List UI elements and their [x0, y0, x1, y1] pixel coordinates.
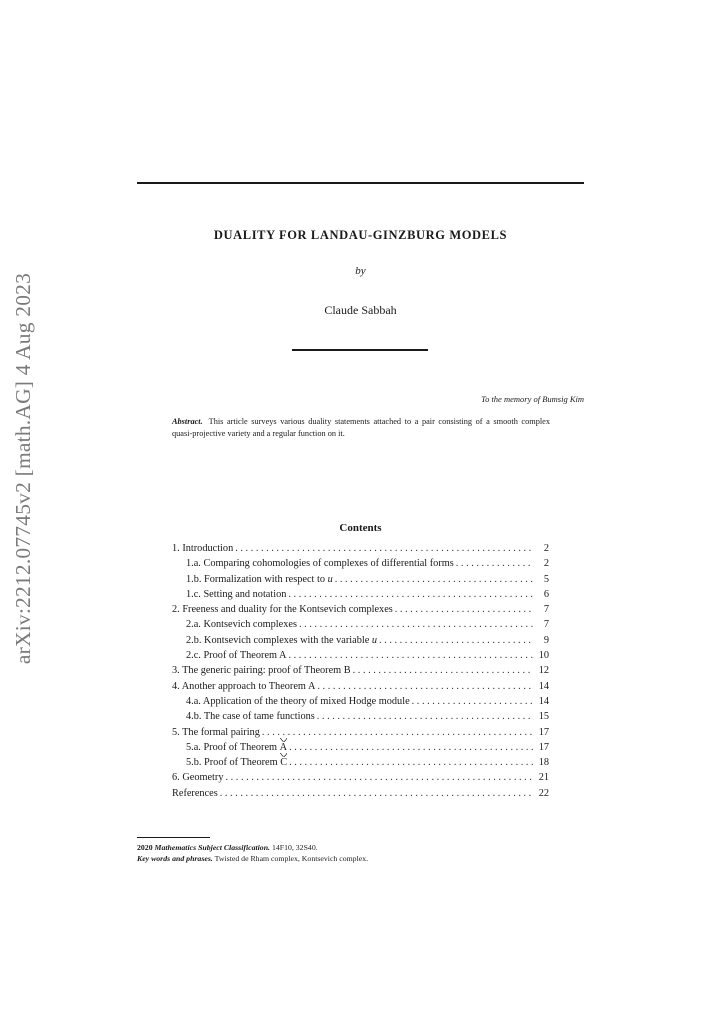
toc-leader-dots	[412, 696, 533, 707]
top-rule	[137, 182, 584, 184]
by-line: by	[355, 265, 366, 277]
toc-entry-number: 2.b.	[186, 634, 202, 646]
toc-entry-title	[172, 665, 351, 676]
toc-leader-dots	[299, 619, 533, 630]
toc-entry-hat-symbol: C	[280, 757, 288, 769]
toc-entry-page: 2	[543, 558, 549, 570]
toc-entry-number: 2.c.	[186, 650, 201, 662]
toc-entry-number: 1.b.	[186, 573, 202, 585]
toc-leader-dots	[235, 543, 533, 554]
abstract	[172, 416, 550, 439]
toc-entry-number: 6.	[172, 772, 180, 784]
toc-entry-text: The generic pairing: proof of Theorem B	[182, 665, 351, 677]
toc-entry-number: 1.a.	[186, 558, 201, 570]
toc-entry-text: Comparing cohomologies of complexes of differential forms	[203, 558, 454, 570]
toc-entry-title	[172, 604, 393, 615]
toc-leader-dots	[226, 772, 534, 783]
toc-entry-page: 14	[538, 680, 549, 692]
toc-entry-page: 17	[538, 726, 549, 738]
toc-entry[interactable]	[172, 543, 549, 558]
toc-leader-dots	[456, 558, 533, 569]
toc-entry-page: 10	[538, 650, 549, 662]
toc-entry-page: 9	[543, 634, 549, 646]
toc-entry-page: 5	[543, 573, 549, 585]
toc-entry-title	[172, 772, 224, 783]
toc-entry[interactable]	[172, 757, 549, 772]
toc-entry[interactable]	[172, 772, 549, 787]
toc-entry-text: Introduction	[182, 543, 234, 554]
toc-entry-text: Formalization with respect to	[204, 573, 328, 585]
toc-entry[interactable]	[172, 619, 549, 634]
toc-entry-text: Proof of Theorem	[203, 741, 280, 753]
toc-entry-title	[172, 788, 218, 799]
toc-entry-text: Proof of Theorem A	[203, 650, 287, 662]
toc-entry-text: The case of tame functions	[203, 711, 315, 723]
toc-entry-title	[186, 711, 315, 722]
toc-entry-math: u	[371, 634, 378, 646]
toc-entry-page: 2	[543, 543, 549, 554]
toc-entry-page: 17	[538, 741, 549, 753]
toc-entry[interactable]	[172, 711, 549, 726]
toc-entry-title	[186, 757, 287, 768]
toc-entry-title	[186, 635, 377, 646]
msc-value: 14F10, 32S40.	[271, 843, 318, 852]
toc-entry-number: 5.a.	[186, 741, 201, 753]
toc-entry-title	[186, 742, 287, 753]
toc-entry[interactable]	[172, 650, 549, 665]
toc-entry-page: 6	[543, 588, 549, 600]
toc-entry-hat-symbol: A	[279, 741, 288, 753]
msc-label: Mathematics Subject Classification.	[154, 843, 270, 852]
toc-entry-title	[186, 696, 410, 707]
toc-entry-number: 1.c.	[186, 588, 201, 600]
toc-entry[interactable]	[172, 574, 549, 589]
toc-leader-dots	[288, 650, 533, 661]
toc-entry-page: 21	[538, 772, 549, 784]
toc-leader-dots	[395, 604, 533, 615]
toc-entry-text: The formal pairing	[182, 726, 260, 738]
paper-title: DUALITY FOR LANDAU-GINZBURG MODELS	[213, 228, 508, 242]
toc-entry-text: Setting and notation	[203, 588, 287, 600]
toc-entry-text: Kontsevich complexes with the variable	[204, 634, 372, 646]
toc-entry[interactable]	[172, 681, 549, 696]
toc-entry-page: 22	[538, 787, 549, 799]
toc-entry-number: 4.a.	[186, 695, 201, 707]
toc-entry-page: 14	[538, 695, 549, 707]
author-name: Claude Sabbah	[324, 303, 397, 317]
toc-entry-title	[172, 727, 260, 738]
toc-entry-text: Geometry	[182, 772, 224, 784]
toc-entry[interactable]	[172, 665, 549, 680]
toc-entry-page: 15	[538, 711, 549, 723]
toc-entry-number: 4.b.	[186, 711, 202, 723]
toc-entry[interactable]	[172, 742, 549, 757]
toc-entry-page: 12	[538, 665, 549, 677]
abstract-text: This article surveys various duality statements attached to a pair consisting of a smooth complex quasi-projective variety and a regular function on it.	[172, 417, 550, 438]
toc-entry-text: Application of the theory of mixed Hodge module	[202, 695, 410, 707]
footnotes	[137, 842, 584, 864]
keywords-footnote	[137, 853, 584, 864]
contents-heading: Contents	[339, 522, 382, 534]
dedication: To the memory of Bumsig Kim	[481, 394, 584, 404]
toc-entry[interactable]	[172, 788, 549, 803]
toc-entry-title	[172, 681, 315, 692]
toc-entry-title	[186, 619, 297, 630]
keywords-value: Twisted de Rham complex, Kontsevich complex.	[214, 854, 369, 863]
toc-entry-number: 1.	[172, 543, 180, 554]
toc-entry-number: 2.	[172, 604, 180, 616]
toc-entry-text: Proof of Theorem	[204, 757, 281, 769]
toc-leader-dots	[317, 711, 533, 722]
toc-entry-number: 2.a.	[186, 619, 201, 631]
toc-entry-title	[172, 543, 233, 554]
toc-leader-dots	[289, 742, 533, 753]
toc-entry-text: Another approach to Theorem A	[181, 680, 316, 692]
toc-entry[interactable]	[172, 696, 549, 711]
toc-leader-dots	[317, 681, 533, 692]
title-separator-rule	[292, 349, 428, 351]
table-of-contents	[172, 543, 549, 803]
toc-leader-dots	[335, 574, 533, 585]
toc-entry[interactable]	[172, 635, 549, 650]
toc-entry-title	[186, 650, 286, 661]
toc-entry-page: 7	[543, 619, 549, 631]
toc-leader-dots	[288, 589, 533, 600]
toc-entry[interactable]	[172, 558, 549, 573]
keywords-label: Key words and phrases.	[137, 854, 213, 863]
toc-entry-number: 3.	[172, 665, 180, 677]
footnote-rule	[137, 837, 210, 838]
toc-leader-dots	[220, 788, 533, 799]
abstract-label: Abstract.	[172, 417, 203, 426]
msc-footnote	[137, 842, 584, 853]
toc-entry-page: 18	[538, 757, 549, 769]
toc-entry-number: 5.b.	[186, 757, 202, 769]
toc-entry-number: 4.	[172, 680, 180, 692]
toc-entry-text: Freeness and duality for the Kontsevich complexes	[182, 604, 393, 616]
toc-entry[interactable]	[172, 604, 549, 619]
toc-leader-dots	[289, 757, 533, 768]
arxiv-stamp	[0, 270, 48, 666]
toc-entry-page: 7	[543, 604, 549, 616]
toc-entry[interactable]	[172, 589, 549, 604]
msc-year: 2020	[137, 843, 153, 852]
arxiv-id: arXiv:2212.07745v2 [math.AG] 4 Aug 2023	[11, 272, 36, 664]
toc-entry-text: Kontsevich complexes	[203, 619, 297, 631]
toc-entry-math: u	[327, 573, 333, 585]
toc-entry-number: 5.	[172, 726, 180, 738]
toc-entry-title	[186, 574, 333, 585]
toc-entry-title	[186, 589, 286, 600]
toc-leader-dots	[262, 727, 533, 738]
toc-entry-text: References	[172, 787, 218, 799]
toc-leader-dots	[353, 665, 533, 676]
toc-entry-title	[186, 558, 454, 569]
toc-leader-dots	[379, 635, 533, 646]
toc-entry[interactable]	[172, 727, 549, 742]
